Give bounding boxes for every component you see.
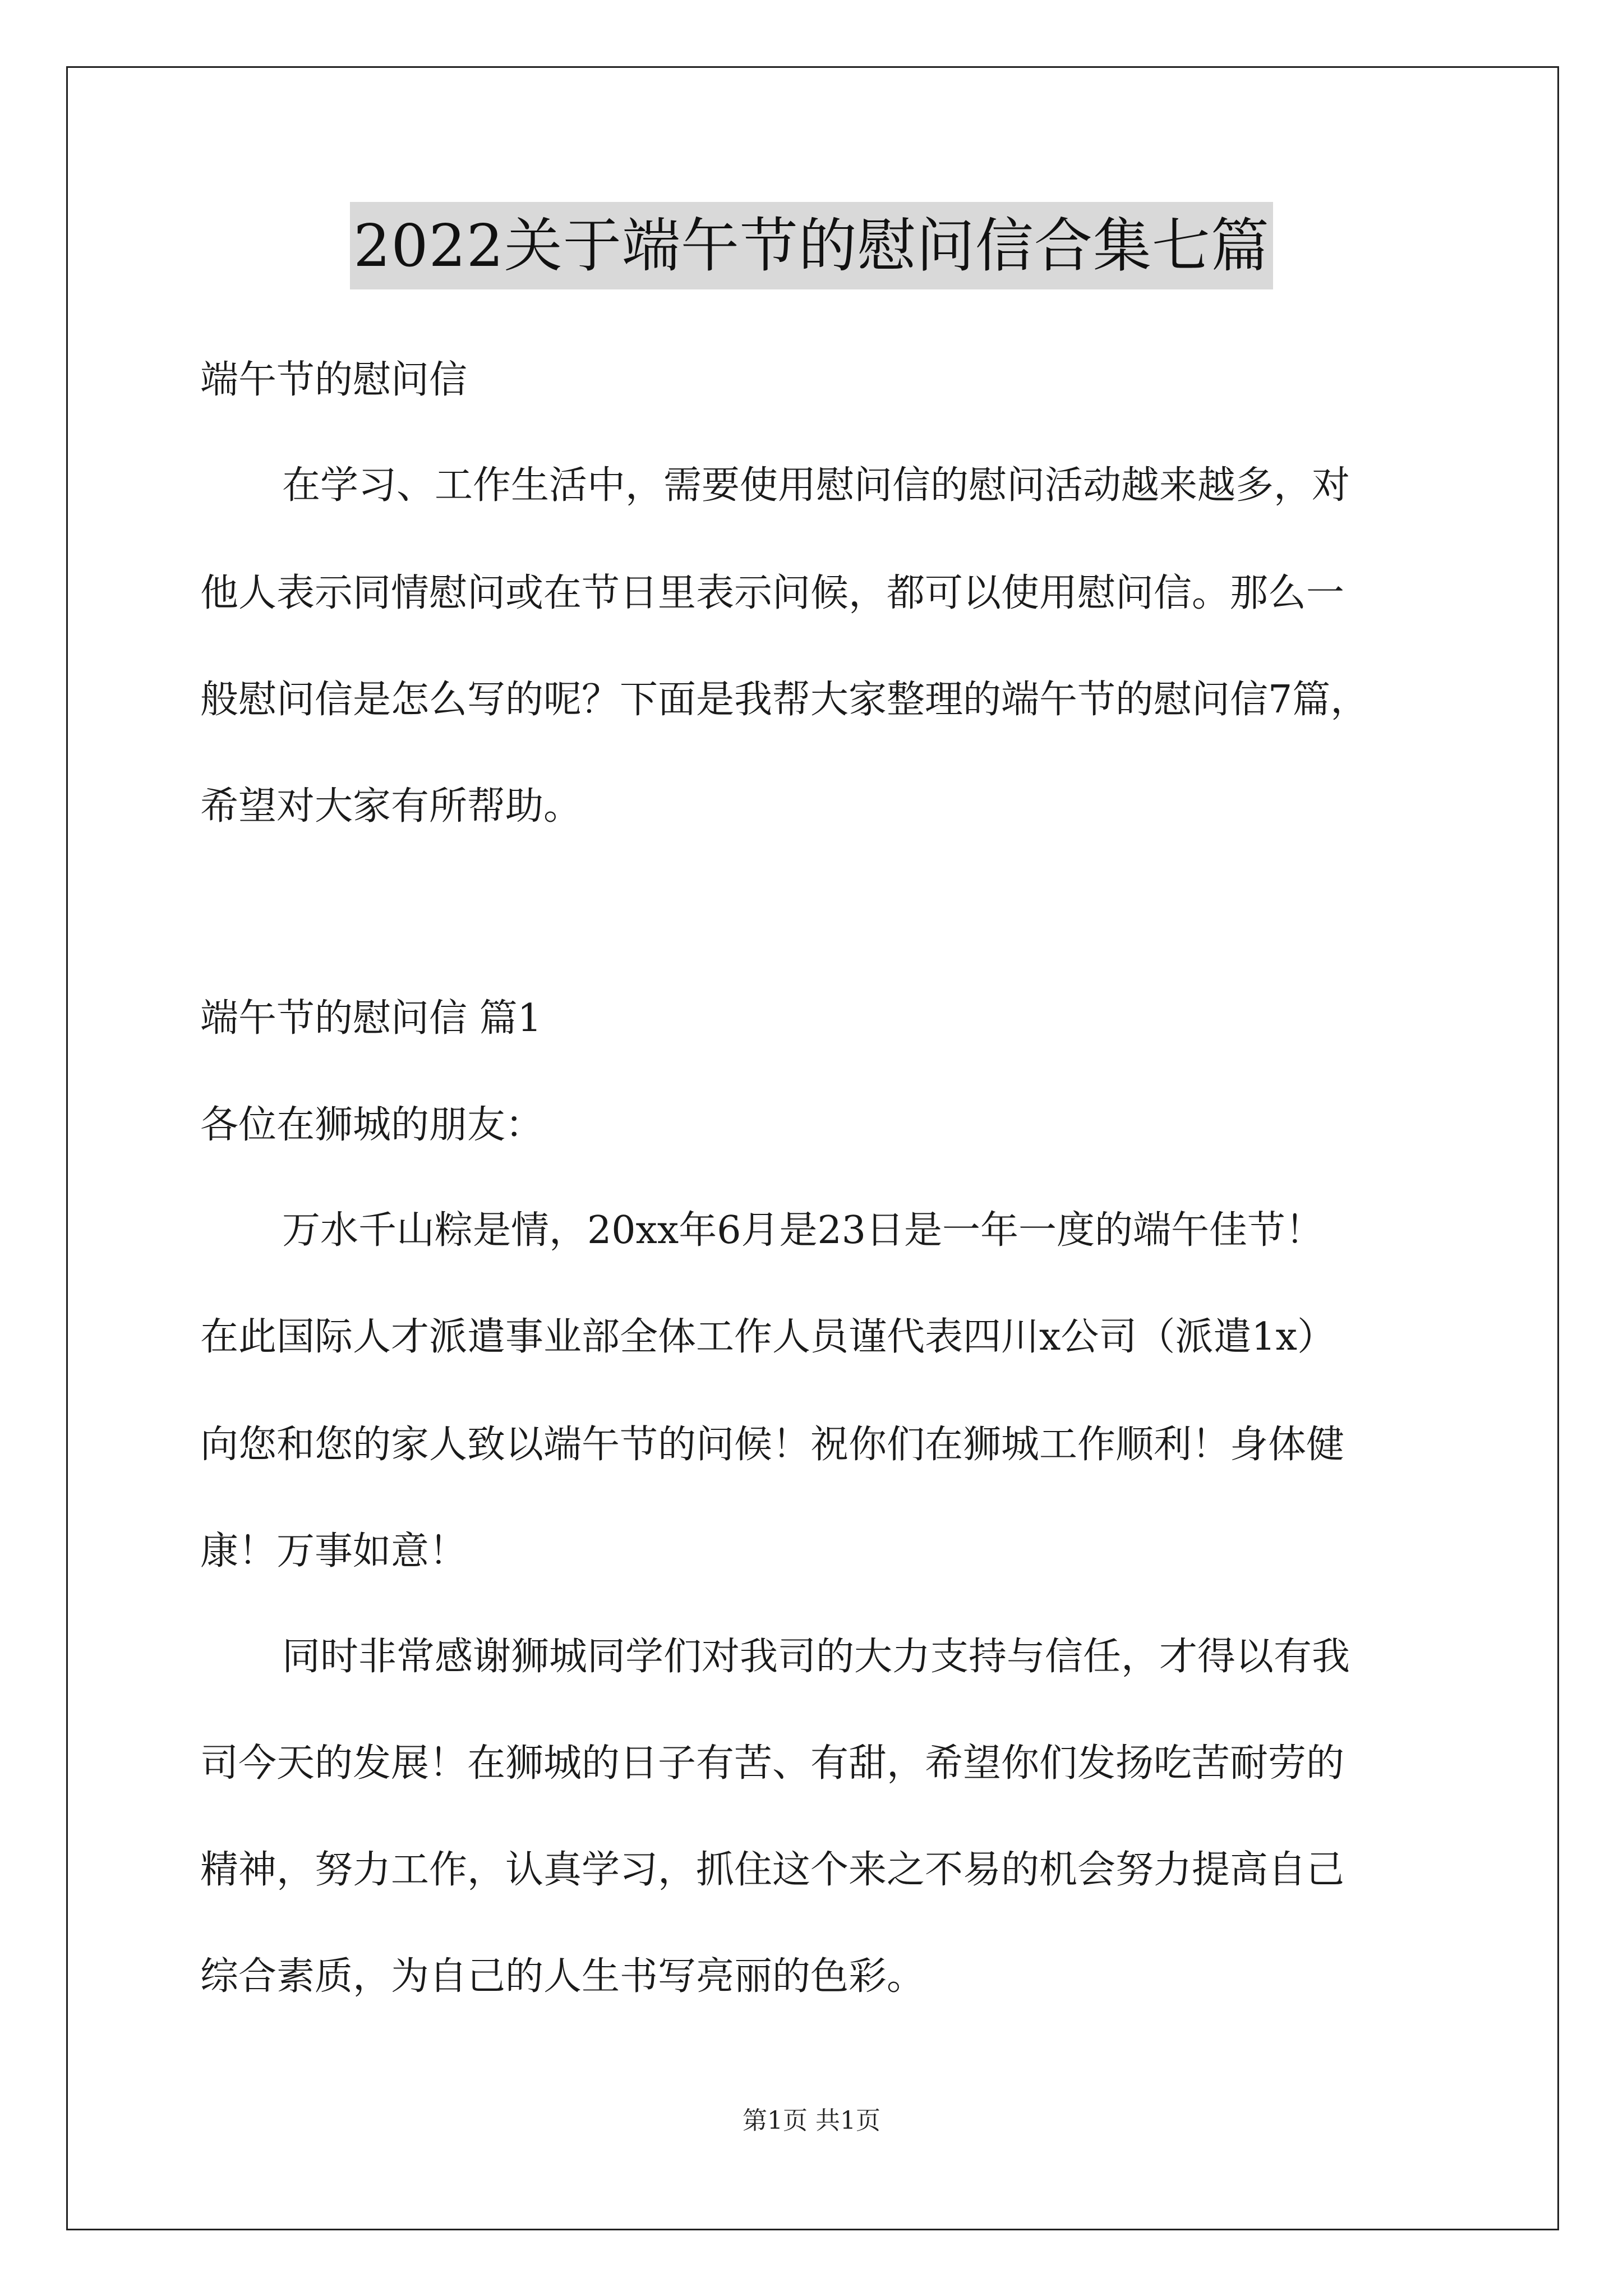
page-footer: 第1页 共1页	[743, 2106, 880, 2135]
paragraph-line: 万水千山粽是情，20xx年6月是23日是一年一度的端午佳节！	[282, 1208, 1324, 1253]
document-title: 2022关于端午节的慰问信合集七篇	[350, 202, 1273, 289]
intro-line: 在学习、工作生活中，需要使用慰问信的慰问活动越来越多，对	[282, 463, 1350, 508]
paragraph-line: 康！万事如意！	[200, 1529, 468, 1573]
paragraph-line: 综合素质，为自己的人生书写亮丽的色彩。	[200, 1954, 925, 1999]
intro-line: 他人表示同情慰问或在节日里表示问候，都可以使用慰问信。那么一	[200, 571, 1345, 615]
title-wrapper	[0, 202, 1623, 289]
paragraph-line: 在此国际人才派遣事业部全体工作人员谨代表四川x公司（派遣1x）	[200, 1315, 1335, 1359]
piece-heading: 端午节的慰问信 篇1	[200, 996, 542, 1041]
paragraph-line: 司今天的发展！在狮城的日子有苦、有甜，希望你们发扬吃苦耐劳的	[200, 1741, 1345, 1786]
paragraph-line: 同时非常感谢狮城同学们对我司的大力支持与信任，才得以有我	[282, 1635, 1350, 1679]
section-heading: 端午节的慰问信	[200, 358, 468, 402]
intro-line: 希望对大家有所帮助。	[200, 784, 582, 829]
intro-line: 般慰问信是怎么写的呢？下面是我帮大家整理的端午节的慰问信7篇，	[200, 678, 1369, 722]
paragraph-line: 向您和您的家人致以端午节的问候！祝你们在狮城工作顺利！身体健	[200, 1423, 1345, 1467]
paragraph-line: 精神，努力工作，认真学习，抓住这个来之不易的机会努力提高自己	[200, 1848, 1345, 1892]
salutation: 各位在狮城的朋友：	[200, 1103, 544, 1147]
